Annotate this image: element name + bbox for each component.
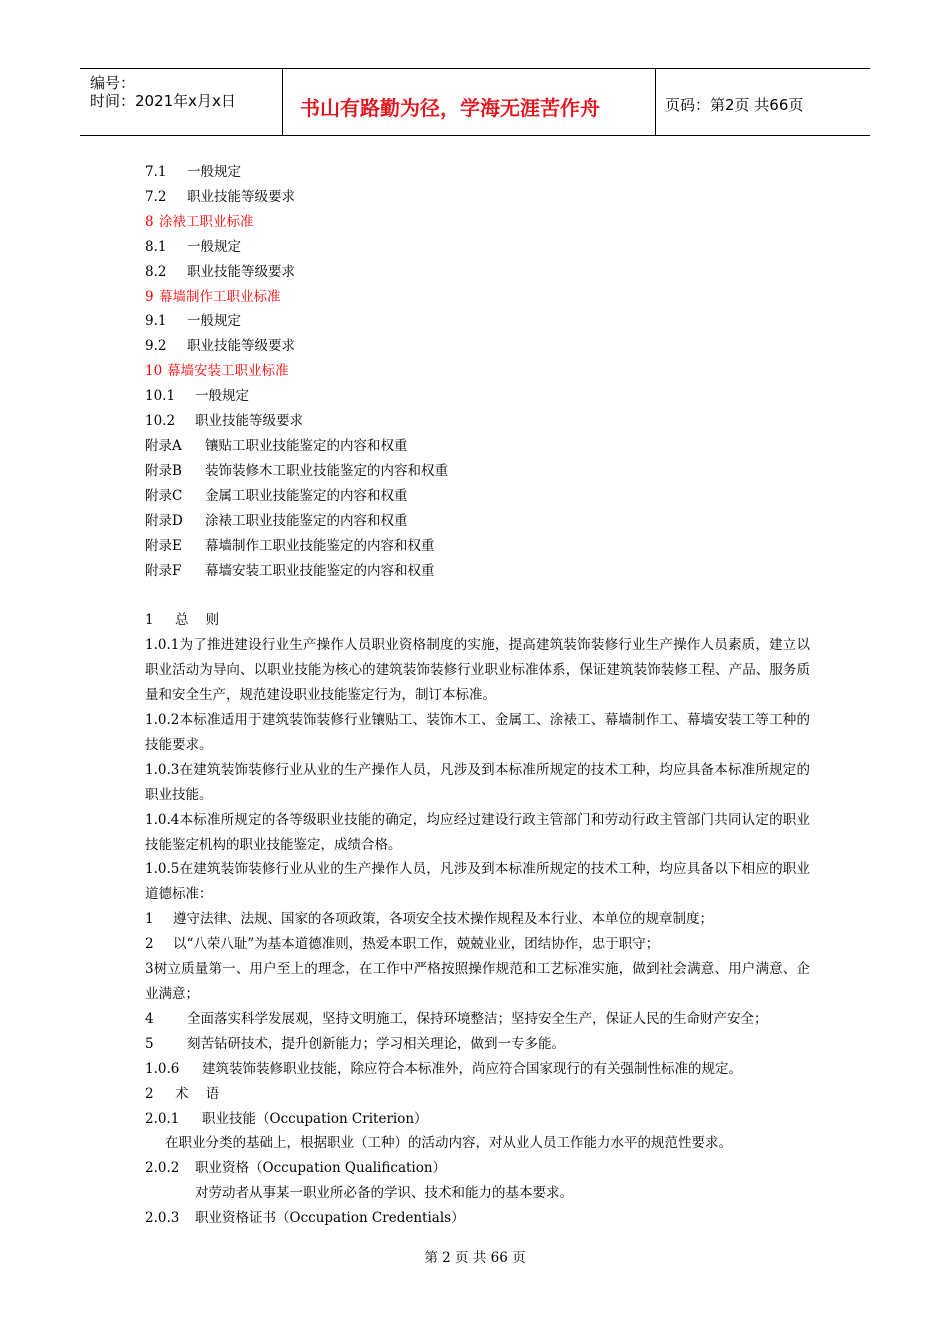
toc-appendix: 附录E 幕墙制作工职业技能鉴定的内容和权重: [145, 537, 435, 554]
document-body: [145, 160, 810, 1231]
term-title: 2.0.3 职业资格证书（Occupation Credentials）: [145, 1210, 465, 1227]
toc-item: 9.2 职业技能等级要求: [145, 338, 295, 355]
toc-appendix: 附录D 涂裱工职业技能鉴定的内容和权重: [145, 512, 408, 529]
header-page-label: 页码：第2页 共66页: [665, 96, 804, 114]
clause: 1.0.6 建筑装饰装修职业技能，除应符合本标准外，尚应符合国家现行的有关强制性标准的规定。: [145, 1060, 742, 1077]
ethics-item: 2 以“八荣八耻”为基本道德准则，热爱本职工作，兢兢业业，团结协作，忠于职守；: [145, 936, 660, 953]
term-title: 2.0.1 职业技能（Occupation Criterion）: [145, 1110, 428, 1127]
header-divider-left: [282, 68, 283, 136]
toc-item: 8.2 职业技能等级要求: [145, 263, 295, 280]
spacer: [145, 583, 810, 608]
toc-item: 7.2 职业技能等级要求: [145, 188, 295, 205]
toc-item: 7.1 一般规定: [145, 164, 241, 180]
header-divider-right: [655, 68, 656, 136]
toc-chapter: 10 幕墙安装工职业标准: [145, 363, 289, 380]
term-definition: 在职业分类的基础上，根据职业（工种）的活动内容，对从业人员工作能力水平的规范性要求。: [165, 1135, 732, 1152]
clause: 1.0.4本标准所规定的各等级职业技能的确定，均应经过建设行政主管部门和劳动行政主管部门共同认定的职业技能鉴定机构的职业技能鉴定，成绩合格。: [145, 811, 810, 853]
term-title: 2.0.2 职业资格（Occupation Qualification）: [145, 1160, 447, 1177]
toc-item: 10.1 一般规定: [145, 388, 249, 405]
toc-appendix: 附录B 装饰装修木工职业技能鉴定的内容和权重: [145, 462, 448, 479]
clause: 1.0.5在建筑装饰装修行业从业的生产操作人员，凡涉及到本标准所规定的技术工种，均应具备以下相应的职业道德标准：: [145, 861, 810, 903]
term-definition: 对劳动者从事某一职业所必备的学识、技术和能力的基本要求。: [195, 1185, 573, 1202]
page-footer: 第 2 页 共 66 页: [424, 1250, 526, 1266]
ethics-item: 3树立质量第一、用户至上的理念，在工作中严格按照操作规范和工艺标准实施，做到社会满意、用户满意、企业满意；: [145, 961, 810, 1002]
clause: 1.0.3在建筑装饰装修行业从业的生产操作人员，凡涉及到本标准所规定的技术工种，均应具备本标准所规定的职业技能。: [145, 761, 810, 803]
clause: 1.0.1为了推进建设行业生产操作人员职业资格制度的实施，提高建筑装饰装修行业生产操作人员素质，建立以职业活动为导向、以职业技能为核心的建筑装饰装修行业职业标准体系，保证建筑装饰装修工程、产品、服务质量和安全生产，规范建设职业技能鉴定行为，制订本标准。: [145, 637, 810, 704]
section-heading: 1 总 则: [145, 612, 220, 629]
header-time-label: 时间：2021年x月x日: [90, 92, 236, 110]
toc-item: 9.1 一般规定: [145, 313, 241, 330]
ethics-item: 5 刻苦钻研技术，提升创新能力；学习相关理论，做到一专多能。: [145, 1035, 565, 1052]
header-code-label: 编号：: [90, 74, 136, 92]
toc-appendix: 附录A 镶贴工职业技能鉴定的内容和权重: [145, 437, 408, 454]
header-motto: 书山有路勤为径，学海无涯苦作舟: [300, 96, 600, 120]
toc-appendix: 附录C 金属工职业技能鉴定的内容和权重: [145, 487, 408, 504]
clause: 1.0.2本标准适用于建筑装饰装修行业镶贴工、装饰木工、金属工、涂裱工、幕墙制作工、幕墙安装工等工种的技能要求。: [145, 712, 810, 753]
section-heading: 2 术 语: [145, 1085, 220, 1102]
header-top-rule: [80, 68, 870, 69]
ethics-item: 1 遵守法律、法规、国家的各项政策，各项安全技术操作规程及本行业、本单位的规章制度；: [145, 911, 713, 928]
ethics-item: 4 全面落实科学发展观，坚持文明施工，保持环境整洁；坚持安全生产，保证人民的生命财产安全；: [145, 1010, 768, 1027]
header-bottom-rule: [80, 135, 870, 136]
toc-chapter: 9 幕墙制作工职业标准: [145, 288, 281, 305]
toc-item: 8.1 一般规定: [145, 238, 241, 255]
toc-item: 10.2 职业技能等级要求: [145, 413, 303, 430]
toc-chapter: 8 涂裱工职业标准: [145, 213, 254, 230]
toc-appendix: 附录F 幕墙安装工职业技能鉴定的内容和权重: [145, 562, 435, 579]
